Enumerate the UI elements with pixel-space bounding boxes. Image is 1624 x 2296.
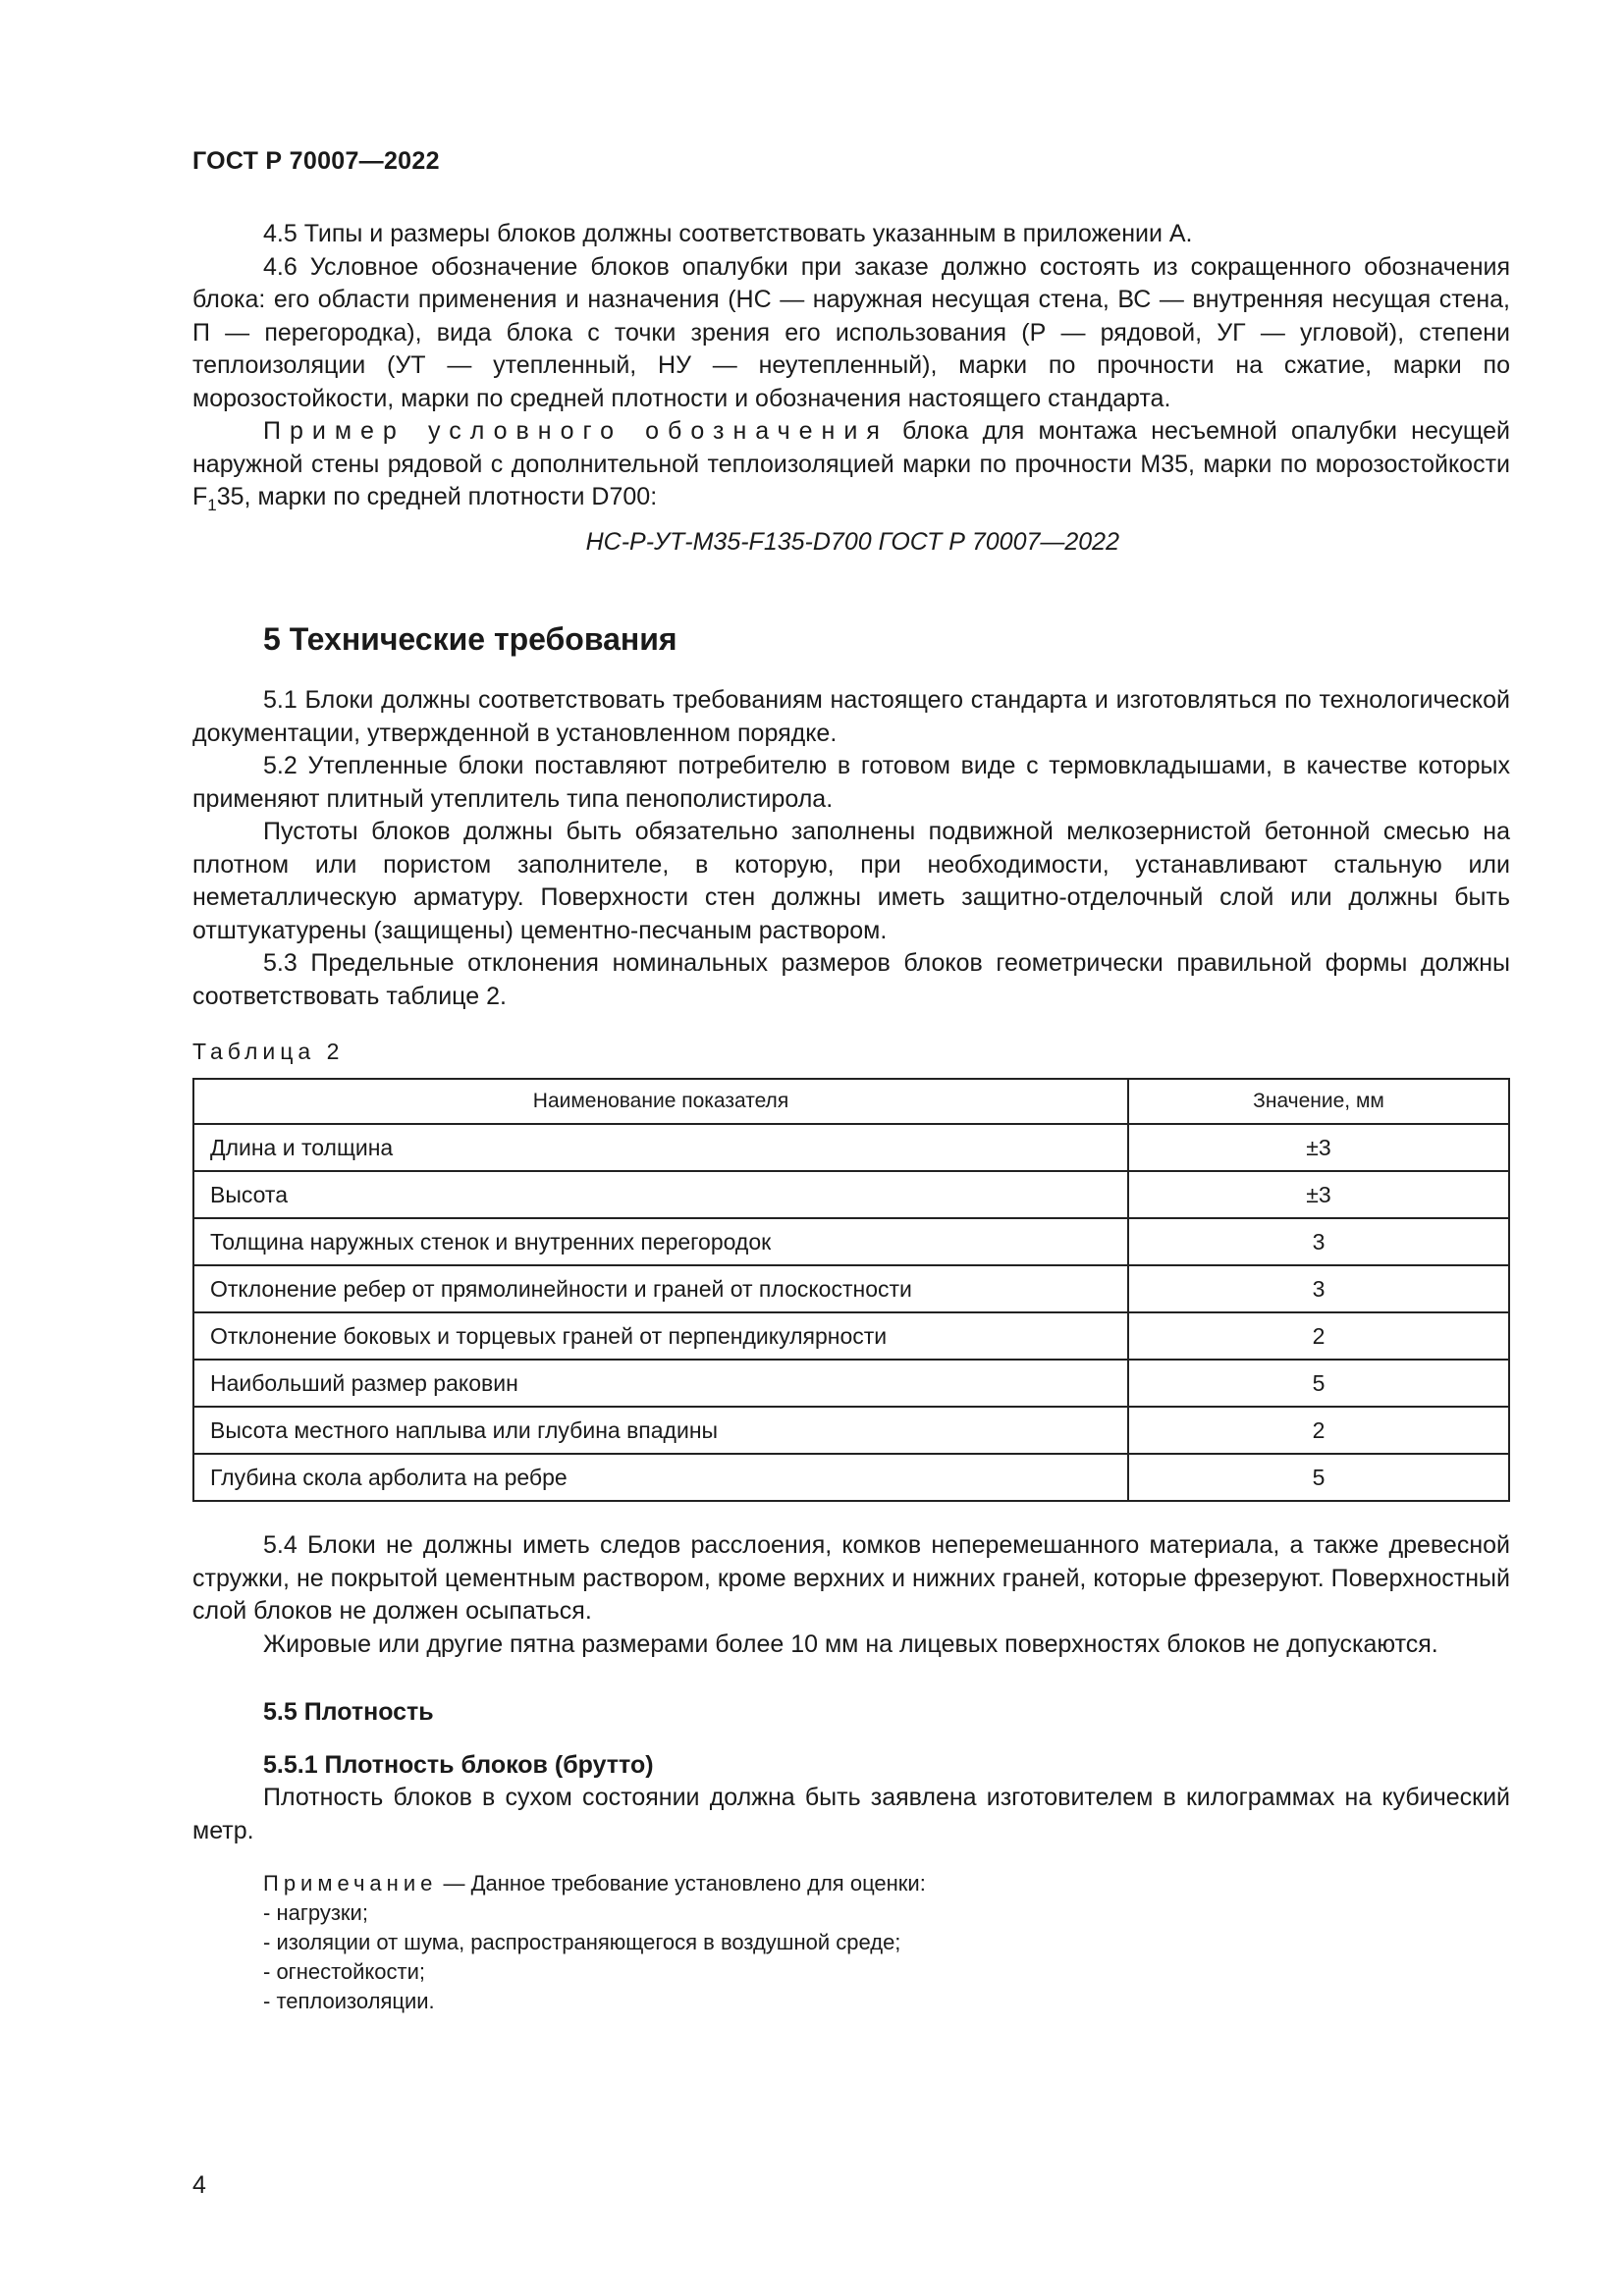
row-label: Отклонение ребер от прямолинейности и граней от плоскостности <box>193 1265 1128 1312</box>
example-text-b: 35, марки по средней плотности D700: <box>216 483 658 510</box>
row-label: Наибольший размер раковин <box>193 1360 1128 1407</box>
table-row <box>193 1312 1509 1360</box>
row-label: Толщина наружных стенок и внутренних перегородок <box>193 1218 1128 1265</box>
paragraph-5-3: 5.3 Предельные отклонения номинальных размеров блоков геометрически правильной формы должны соответствовать таблице 2. <box>192 949 1510 1010</box>
paragraph-5-4: 5.4 Блоки не должны иметь следов расслоения, комков неперемешанного материала, а также древесной стружки, не покрытой цементным раствором, кроме верхних и нижних граней, которые фрезеруют. Поверхностный слой блоков не должен осыпаться. <box>192 1531 1510 1625</box>
row-label: Глубина скола арболита на ребре <box>193 1454 1128 1501</box>
section-5-title: 5 Технические требования <box>263 621 677 657</box>
paragraph-5-2: 5.2 Утепленные блоки поставляют потребителю в готовом виде с термовкладышами, в качестве которых применяют плитный утеплитель типа пенополистирола. <box>192 752 1510 813</box>
table-row <box>193 1407 1509 1454</box>
note-label: Примечание <box>263 1871 438 1896</box>
example-paragraph <box>192 415 1510 514</box>
document-header: ГОСТ Р 70007—2022 <box>192 147 440 175</box>
note-item: - огнестойкости; <box>263 1959 426 1984</box>
table-caption: Таблица 2 <box>192 1039 345 1064</box>
heading-5-5-1: 5.5.1 Плотность блоков (брутто) <box>263 1750 654 1779</box>
paragraph-5-1: 5.1 Блоки должны соответствовать требованиям настоящего стандарта и изготовляться по технологической документации, утвержденной в установленном порядке. <box>192 686 1510 747</box>
paragraph-5-4-stains: Жировые или другие пятна размерами более 10 мм на лицевых поверхностях блоков не допускаются. <box>263 1629 1438 1658</box>
table-row <box>193 1360 1509 1407</box>
example-subscript: 1 <box>207 496 217 514</box>
paragraph-5-2-voids: Пустоты блоков должны быть обязательно заполнены подвижной мелкозернистой бетонной смесью на плотном или пористом заполнителе, в которую, при необходимости, устанавливают стальную или неметаллическую арматуру. Поверхности стен должны иметь защитно-отделочный слой или должны быть отштукатурены (защищены) цементно-песчаным раствором. <box>192 818 1510 944</box>
row-value: 2 <box>1128 1312 1509 1360</box>
table-row <box>193 1265 1509 1312</box>
paragraph-4-5: 4.5 Типы и размеры блоков должны соответствовать указанным в приложении А. <box>263 220 1193 247</box>
row-value: 3 <box>1128 1218 1509 1265</box>
note-intro: — Данное требование установлено для оценки: <box>437 1871 926 1896</box>
row-label: Отклонение боковых и торцевых граней от перпендикулярности <box>193 1312 1128 1360</box>
row-value: 3 <box>1128 1265 1509 1312</box>
note-item: - теплоизоляции. <box>263 1989 435 2013</box>
table-row <box>193 1171 1509 1218</box>
paragraph-4-6: 4.6 Условное обозначение блоков опалубки при заказе должно состоять из сокращенного обозначения блока: его области применения и назначения (НС — наружная несущая стена, ВС — внутренняя несущая стена, П — перегородка), вида блока с точки зрения его использования (Р — рядовой, УГ — угловой), степени теплоизоляции (УТ — утепленный, НУ — неутепленный), марки по прочности на сжатие, марки по морозостойкости, марки по средней плотности и обозначения настоящего стандарта. <box>192 252 1510 412</box>
note-block <box>192 1869 1510 2016</box>
note-item: - изоляции от шума, распространяющегося в воздушной среде; <box>263 1930 901 1954</box>
row-label: Высота местного наплыва или глубина впадины <box>193 1407 1128 1454</box>
table-row <box>193 1218 1509 1265</box>
heading-5-5: 5.5 Плотность <box>263 1698 434 1726</box>
note-intro-line <box>263 1869 1510 1898</box>
note-item: - нагрузки; <box>263 1900 368 1925</box>
table-row <box>193 1454 1509 1501</box>
column-header-indicator: Наименование показателя <box>193 1079 1128 1124</box>
example-label: Пример условного обозначения <box>263 417 889 445</box>
example-text-a: блока для монтажа несъемной опалубки несущей наружной стены рядовой с дополнительной теплоизоляцией марки по прочности М35, марки по морозостойкости F <box>192 417 1510 510</box>
row-value: ±3 <box>1128 1171 1509 1218</box>
row-label: Высота <box>193 1171 1128 1218</box>
column-header-value: Значение, мм <box>1128 1079 1509 1124</box>
row-value: 2 <box>1128 1407 1509 1454</box>
page-number: 4 <box>192 2171 206 2199</box>
paragraph-5-5-1: Плотность блоков в сухом состоянии должна быть заявлена изготовителем в килограммах на кубический метр. <box>192 1784 1510 1844</box>
row-value: 5 <box>1128 1454 1509 1501</box>
deviations-table <box>192 1078 1510 1502</box>
table-row <box>193 1124 1509 1171</box>
page-content <box>192 218 1510 2016</box>
row-label: Длина и толщина <box>193 1124 1128 1171</box>
row-value: 5 <box>1128 1360 1509 1407</box>
designation-example: НС-Р-УТ-М35-F135-D700 ГОСТ Р 70007—2022 <box>585 527 1119 556</box>
table-header-row <box>193 1079 1509 1124</box>
row-value: ±3 <box>1128 1124 1509 1171</box>
